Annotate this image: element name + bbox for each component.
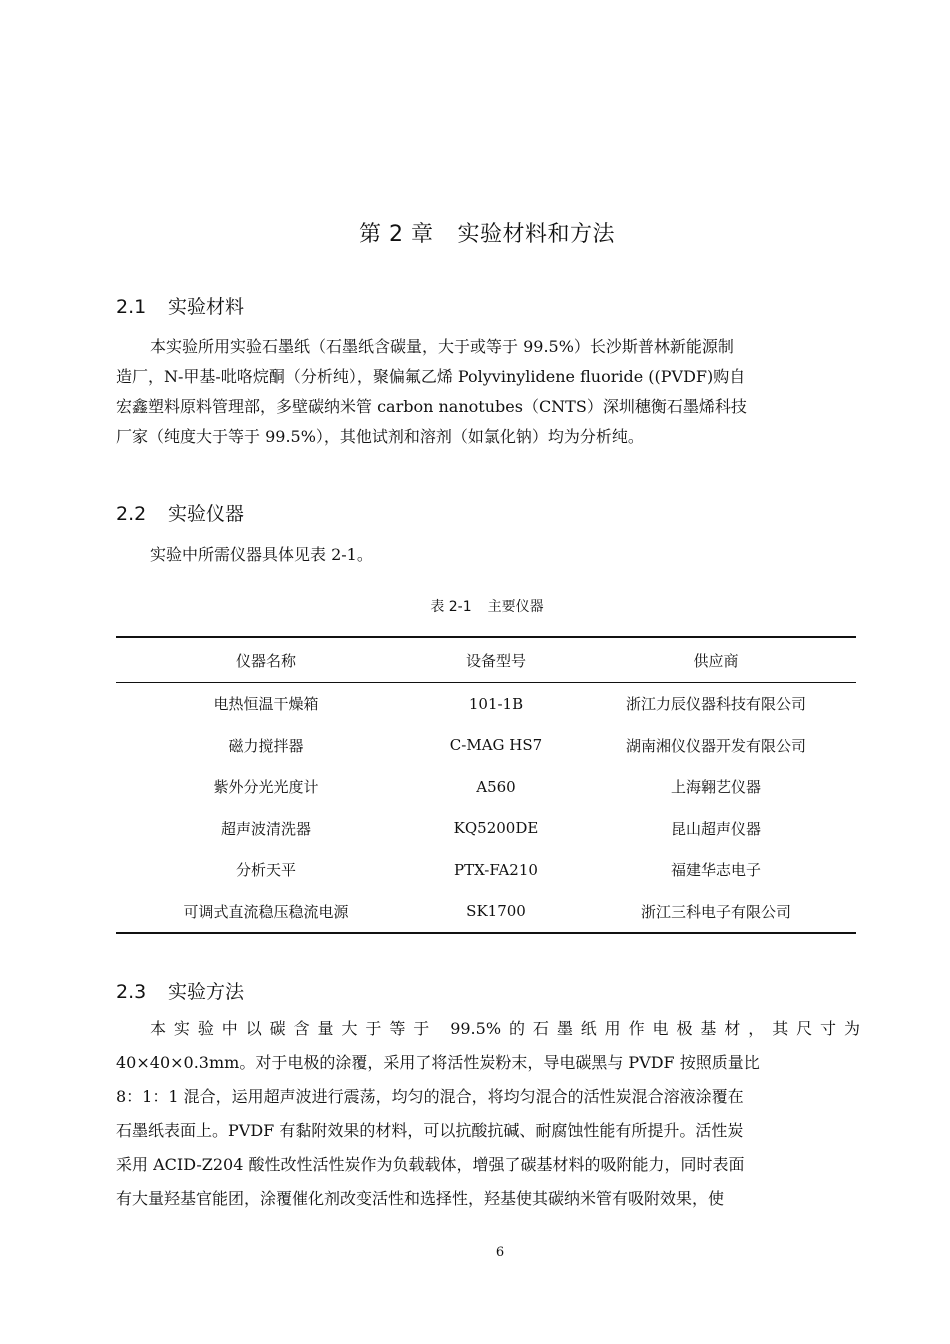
table-row [116,766,856,808]
cell-supplier: 湖南湘仪仪器开发有限公司 [625,736,806,755]
paragraph-line: 8：1：1 混合，运用超声波进行震荡，均匀的混合，将均匀混合的活性炭混合溶液涂覆在 [116,1087,744,1106]
cell-model: PTX-FA210 [454,860,538,879]
cell-supplier: 浙江三科电子有限公司 [576,891,856,934]
header-supplier: 供应商 [576,637,856,683]
paragraph-line: 有大量羟基官能团，涂覆催化剂改变活性和选择性，羟基使其碳纳米管有吸附效果，使 [116,1189,725,1208]
paragraph-line: 石墨纸表面上。PVDF 有黏附效果的材料，可以抗酸抗碱、耐腐蚀性能有所提升。活性炭 [116,1121,744,1140]
header-instrument-name: 仪器名称 [116,637,416,683]
section-number: 2.3 [116,981,147,1003]
table-row [116,891,856,934]
chapter-number: 第 2 章 [359,222,434,247]
cell-supplier: 浙江力辰仪器科技有限公司 [625,695,806,714]
cell-model: A560 [476,777,516,796]
table-row [116,725,856,767]
table-caption-title: 主要仪器 [487,599,544,615]
cell-model: KQ5200DE [453,819,539,838]
materials-paragraph [116,332,860,452]
cell-model: SK1700 [416,891,576,934]
header-model: 设备型号 [416,637,576,683]
paragraph-line: 本实验中以碳含量大于等于 99.5%的石墨纸用作电极基材，其尺寸为 [150,1019,860,1038]
cell-instrument-name: 分析天平 [235,861,296,880]
table-caption [0,596,950,616]
section-heading-2-3 [116,977,244,1004]
section-number: 2.1 [116,296,147,318]
section-heading-2-2 [116,499,244,526]
chapter-title [0,217,950,248]
cell-supplier: 上海翱艺仪器 [670,778,761,797]
paragraph-line: 采用 ACID-Z204 酸性改性活性炭作为负载载体，增强了碳基材料的吸附能力，同时表面 [116,1155,745,1174]
section-heading-2-1 [116,292,244,319]
table-caption-number: 表 2-1 [430,599,472,615]
page-number: 6 [495,1245,505,1260]
table-row [116,683,856,725]
section-title: 实验材料 [168,296,245,318]
table-row [116,808,856,850]
paragraph-line: 宏鑫塑料原料管理部，多壁碳纳米管 carbon nanotubes（CNTS）深圳穗衡石墨烯科技 [116,397,747,416]
instruments-intro-text: 实验中所需仪器具体见表 2-1。 [150,545,373,564]
cell-instrument-name: 磁力搅拌器 [228,736,304,755]
paragraph-line: 本实验所用实验石墨纸（石墨纸含碳量，大于或等于 99.5%）长沙斯普林新能源制 [150,337,734,356]
cell-instrument-name: 可调式直流稳压稳流电源 [116,891,416,934]
cell-supplier: 昆山超声仪器 [670,819,761,838]
cell-model: C-MAG HS7 [449,736,543,755]
cell-instrument-name: 超声波清洗器 [220,819,311,838]
cell-model: 101-1B [468,694,524,713]
chapter-title-text: 实验材料和方法 [457,222,615,247]
cell-instrument-name: 电热恒温干燥箱 [213,695,319,714]
table-header-row [116,637,856,683]
section-number: 2.2 [116,503,147,525]
methods-paragraph [116,1012,860,1216]
table-row [116,849,856,891]
paragraph-line: 厂家（纯度大于等于 99.5%），其他试剂和溶剂（如氯化钠）均为分析纯。 [116,427,644,446]
cell-instrument-name: 紫外分光光度计 [213,778,319,797]
cell-supplier: 福建华志电子 [670,861,761,880]
section-title: 实验方法 [168,981,245,1003]
section-title: 实验仪器 [168,503,245,525]
instruments-table [116,636,856,934]
paragraph-line: 造厂，N-甲基-吡咯烷酮（分析纯），聚偏氟乙烯 Polyvinylidene fluoride ((PVDF)购自 [116,367,746,386]
paragraph-line: 40×40×0.3mm。对于电极的涂覆，采用了将活性炭粉末，导电碳黑与 PVDF 按照质量比 [116,1053,760,1072]
